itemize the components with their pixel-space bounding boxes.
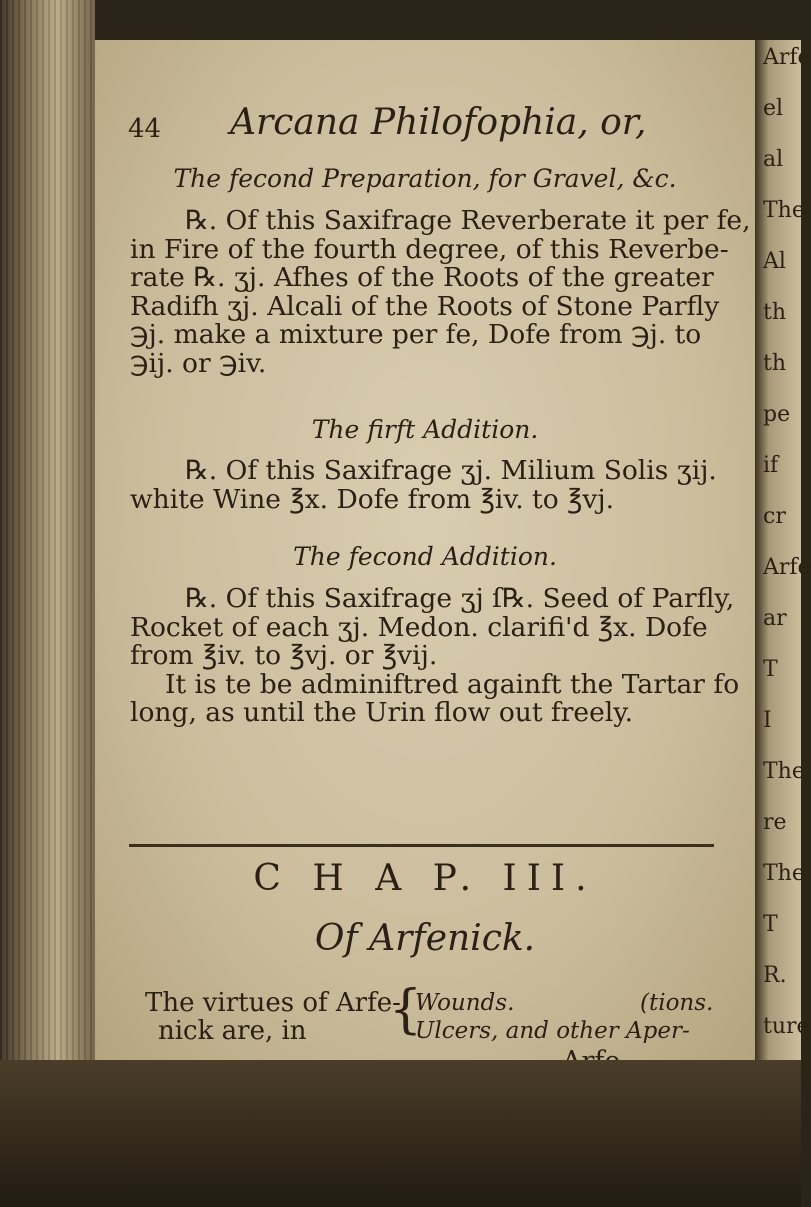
- page-number: 44: [128, 114, 162, 144]
- recipe-paragraph-2: [130, 457, 715, 514]
- section-heading-second-addition: The fecond Addition.: [293, 542, 557, 571]
- virtues-right-line-2: Ulcers, and other Aper-: [415, 1018, 690, 1044]
- fragment-text: if: [763, 453, 779, 478]
- text-line: long, as until the Urin flow out freely.: [130, 697, 634, 728]
- chapter-title: Of Arfenick.: [314, 918, 536, 959]
- fragment-text: pe: [763, 402, 791, 427]
- fragment-text: The: [763, 861, 805, 886]
- book-page: [95, 40, 755, 1060]
- text-line: in Fire of the fourth degree, of this Reverbe-: [130, 233, 729, 265]
- running-title: Arcana Philofophia, or,: [230, 102, 647, 143]
- fragment-text: T: [763, 912, 778, 937]
- fragment-text: The: [763, 759, 805, 784]
- text-line: It is te be adminiftred againft the Tartar fo: [165, 668, 740, 700]
- fragment-text: Al: [763, 249, 786, 274]
- text-line: ℞. Of this Saxifrage ʒj. Milium Solis ʒij.: [185, 455, 717, 486]
- fragment-text: ture: [763, 1014, 810, 1039]
- text-line: white Wine ℥x. Dofe from ℥iv. to ℥vj.: [130, 483, 615, 515]
- brace-glyph: {: [389, 980, 423, 1040]
- text-line: ℈ij. or ℈iv.: [130, 347, 267, 379]
- left-page-edge: [0, 0, 95, 1207]
- virtues-right-line-1: Wounds.: [415, 990, 515, 1016]
- fragment-text: el: [763, 96, 784, 121]
- virtues-tions: (tions.: [640, 990, 714, 1016]
- running-head: [128, 102, 728, 152]
- right-page-edge: [755, 40, 811, 1060]
- fragment-text: al: [763, 147, 784, 172]
- fragment-text: R.: [763, 963, 787, 988]
- text-line: Radifh ʒj. Alcali of the Roots of Stone Parfly: [130, 290, 720, 322]
- virtues-left-line-1: The virtues of Arfe-: [145, 988, 401, 1018]
- text-line: from ℥iv. to ℥vj. or ℥vij.: [130, 640, 438, 671]
- recipe-paragraph-1: [130, 205, 751, 379]
- fragment-text: The: [763, 198, 805, 223]
- fragment-text: Arfe: [763, 45, 811, 70]
- fragment-text: Arfe: [763, 555, 811, 580]
- fragment-text: th: [763, 351, 787, 376]
- text-line: Rocket of each ʒj. Medon. clarifi'd ℥x. Dofe: [130, 611, 708, 643]
- virtues-left-line-2: nick are, in: [158, 1016, 307, 1046]
- section-heading-preparation: The fecond Preparation, for Gravel, &c.: [173, 164, 677, 193]
- text-line: ℈j. make a mixture per fe, Dofe from ℈j. to: [130, 319, 702, 350]
- text-line: ℞. Of this Saxifrage Reverberate it per fe,: [185, 205, 751, 236]
- fragment-text: cr: [763, 504, 786, 529]
- section-heading-first-addition: The firft Addition.: [311, 415, 539, 444]
- text-line: ℞. Of this Saxifrage ʒj ſ℞. Seed of Parfly,: [185, 583, 735, 614]
- chapter-label: C H A P. III.: [253, 858, 597, 899]
- text-line: rate ℞. ʒj. Afhes of the Roots of the greater: [130, 262, 714, 293]
- fragment-text: re: [763, 810, 787, 835]
- fragment-text: th: [763, 300, 787, 325]
- fragment-text: ar: [763, 606, 787, 631]
- recipe-paragraph-3: [130, 583, 740, 728]
- section-divider: [129, 844, 714, 847]
- fragment-text: T: [763, 657, 778, 682]
- fragment-text: I: [763, 708, 772, 733]
- bottom-shadow: [0, 1060, 801, 1207]
